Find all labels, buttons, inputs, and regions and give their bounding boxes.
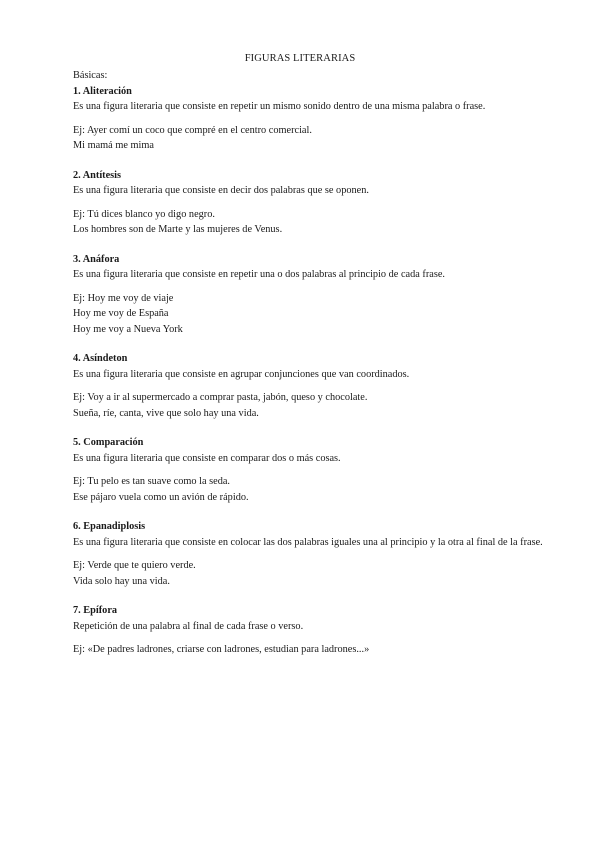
example-line: Ej: Verde que te quiero verde. [73, 560, 196, 571]
section-definition: Es una figura literaria que consiste en repetir una o dos palabras al principio de cada frase. [73, 269, 445, 280]
document-subtitle: Básicas: [73, 70, 108, 81]
section-definition: Es una figura literaria que consiste en colocar las dos palabras iguales una al principio y la otra al final de la frase. [73, 536, 543, 548]
document-title: FIGURAS LITERARIAS [244, 53, 356, 64]
section-heading: 1. Aliteración [73, 85, 132, 97]
section-epanadiplosis [73, 519, 547, 589]
section-definition: Es una figura literaria que consiste en repetir un mismo sonido dentro de una misma palabra o frase. [73, 101, 486, 112]
section-anafora [73, 252, 547, 338]
example-line: Hoy me voy de España [73, 308, 169, 319]
section-epifora [73, 603, 547, 658]
document-body [73, 68, 547, 672]
section-heading: 3. Anáfora [73, 253, 120, 265]
section-heading: 4. Asíndeton [73, 353, 128, 364]
section-heading: 6. Epanadiplosis [73, 521, 146, 532]
example-line: Mi mamá me mima [73, 140, 154, 151]
section-definition: Es una figura literaria que consiste en agrupar conjunciones que van coordinados. [73, 368, 410, 380]
example-line: Ej: Voy a ir al supermercado a comprar pasta, jabón, queso y chocolate. [73, 392, 368, 403]
example-line: Vida solo hay una vida. [73, 575, 170, 587]
example-line: Ej: Tu pelo es tan suave como la seda. [73, 476, 231, 487]
section-comparacion [73, 435, 547, 505]
section-asindeton [73, 351, 547, 421]
section-antitesis [73, 168, 547, 238]
section-definition: Repetición de una palabra al final de cada frase o verso. [73, 620, 304, 632]
example-line: Ej: Ayer comí un coco que compré en el centro comercial. [73, 124, 312, 136]
section-heading: 2. Antítesis [73, 169, 122, 181]
example-line: Ese pájaro vuela como un avión de rápido. [73, 491, 249, 503]
section-heading: 7. Epífora [73, 605, 118, 616]
example-line: Ej: Tú dices blanco yo digo negro. [73, 208, 215, 220]
example-line: Ej: Hoy me voy de viaje [73, 292, 174, 304]
example-line: Ej: «De padres ladrones, criarse con ladrones, estudian para ladrones...» [73, 644, 370, 655]
example-line: Los hombres son de Marte y las mujeres de Venus. [73, 224, 283, 235]
section-definition: Es una figura literaria que consiste en comparar dos o más cosas. [73, 452, 341, 464]
example-line: Hoy me voy a Nueva York [73, 323, 183, 335]
example-line: Sueña, ríe, canta, vive que solo hay una vida. [73, 407, 259, 419]
section-definition: Es una figura literaria que consiste en decir dos palabras que se oponen. [73, 185, 369, 196]
section-heading: 5. Comparación [73, 437, 144, 448]
section-aliteracion [73, 84, 547, 154]
